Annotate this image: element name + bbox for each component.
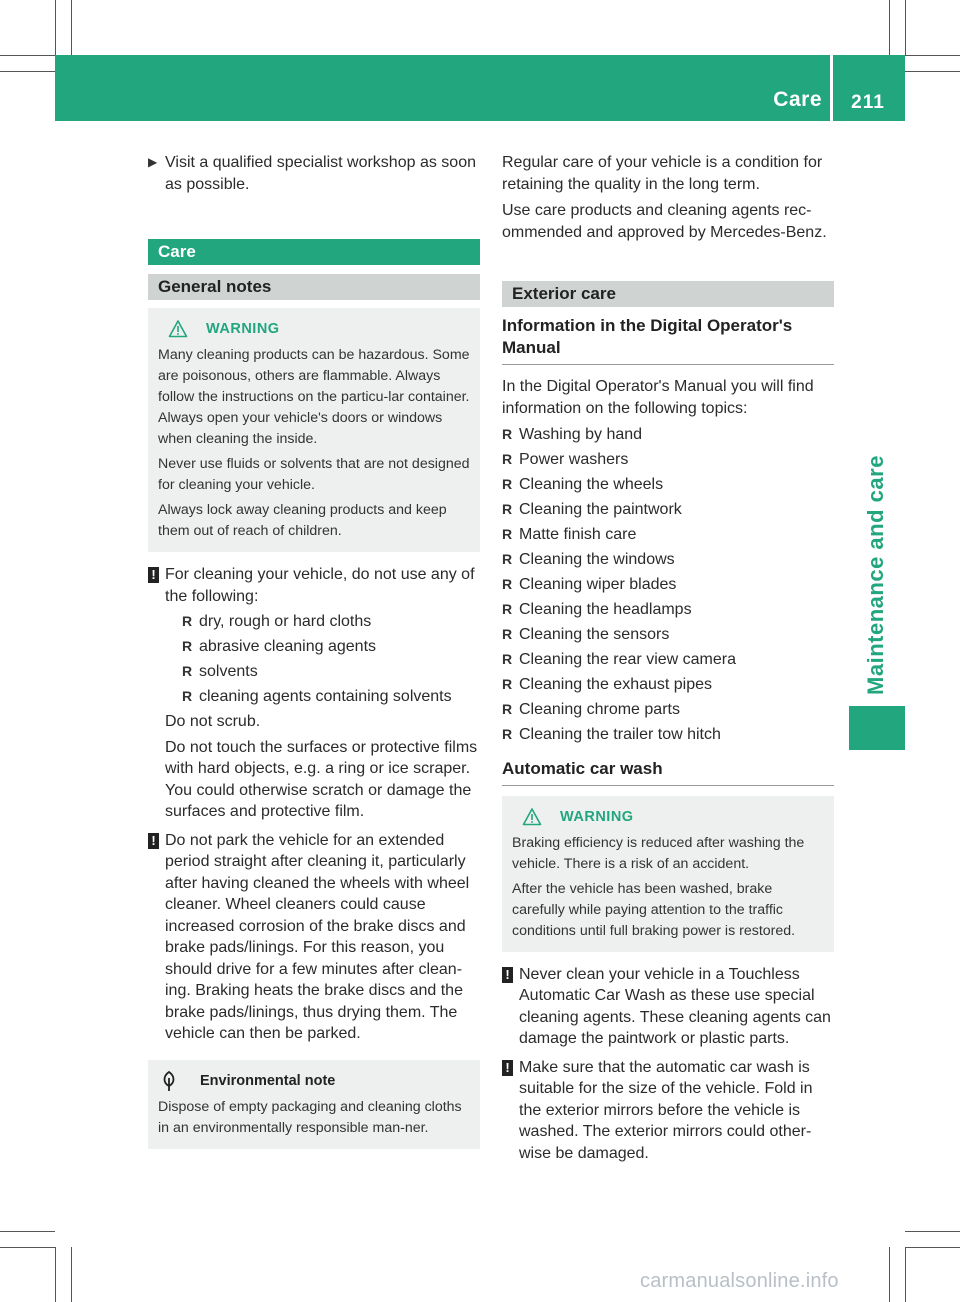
warning-text: Never use fluids or solvents that are not designed for cleaning your vehicle. — [158, 456, 470, 493]
watermark: carmanualsonline.info — [640, 1270, 839, 1292]
list-item — [182, 636, 480, 658]
warning-triangle-icon — [522, 807, 542, 827]
leaf-icon — [158, 1070, 180, 1092]
subsection-title-general-notes: General notes — [148, 274, 480, 300]
warning-text: Many cleaning products can be hazardous. Some are poisonous, others are flammable. Always follow the instructions on the particu-lar container. Always open your vehicle's doors or windows when cleaning the inside. — [158, 347, 470, 447]
bullet-icon: R — [502, 626, 513, 642]
note-text: Do not scrub. — [165, 713, 261, 730]
crop-mark — [55, 1247, 56, 1302]
list-item-text: Cleaning the trailer tow hitch — [519, 726, 721, 743]
bullet-icon: R — [502, 526, 513, 542]
paragraph: Regular care of your vehicle is a condition for retaining the quality in the long term. — [502, 154, 823, 193]
header-separator — [830, 55, 833, 121]
list-item — [502, 549, 834, 571]
note-text: For cleaning your vehicle, do not use any of the following: — [165, 566, 475, 605]
list-item-text: Power washers — [519, 451, 629, 468]
exclamation-icon: ! — [502, 967, 513, 983]
list-item-text: Cleaning the wheels — [519, 476, 664, 493]
side-tab-label: Maintenance and care — [863, 455, 888, 695]
list-item — [502, 524, 834, 546]
crop-mark — [71, 0, 72, 55]
bullet-icon: R — [182, 663, 193, 679]
list-item-text: Cleaning the rear view camera — [519, 651, 736, 668]
list-item-text: Matte finish care — [519, 526, 637, 543]
crop-mark — [889, 1247, 890, 1302]
crop-mark — [905, 1231, 960, 1232]
environmental-note-box — [148, 1060, 480, 1149]
list-item — [502, 574, 834, 596]
warning-box — [502, 796, 834, 952]
crop-mark — [0, 1231, 55, 1232]
action-item-text: Visit a qualified specialist workshop as soon as possible. — [165, 154, 476, 193]
exclamation-icon: ! — [148, 833, 159, 849]
crop-mark — [905, 1247, 906, 1302]
crop-mark — [71, 1247, 72, 1302]
environmental-note-label: Environmental note — [200, 1072, 336, 1089]
crop-mark — [905, 71, 960, 72]
warning-text: Braking efficiency is reduced after washing the vehicle. There is a risk of an accident. — [512, 834, 805, 872]
environmental-note-text: Dispose of empty packaging and cleaning cloths in an environmentally responsible man-ner. — [158, 1098, 462, 1136]
list-item-text: Cleaning chrome parts — [519, 701, 680, 718]
exclamation-icon: ! — [148, 567, 159, 583]
subsection-title-automatic-car-wash: Automatic car wash — [502, 758, 834, 786]
list-item — [502, 599, 834, 621]
crop-mark — [905, 55, 960, 56]
crop-mark — [0, 1247, 55, 1248]
side-tab-marker — [849, 706, 905, 750]
crop-mark — [55, 0, 56, 55]
bullet-icon: R — [502, 726, 513, 742]
warning-text: Always lock away cleaning products and keep them out of reach of children. — [158, 502, 447, 539]
list-item — [182, 686, 480, 708]
bullet-icon: R — [502, 651, 513, 667]
list-item — [502, 624, 834, 646]
paragraph: In the Digital Operator's Manual you will find information on the following topics: — [502, 378, 814, 417]
action-item — [148, 152, 480, 195]
warning-header — [158, 318, 470, 340]
arrow-icon: ▶ — [148, 155, 158, 169]
bullet-icon: R — [502, 601, 513, 617]
list-item-text: Cleaning the headlamps — [519, 601, 692, 618]
right-column — [502, 152, 834, 1164]
note-text: Never clean your vehicle in a Touchless Automatic Car Wash as these use special cleaning agents. These cleaning agents can damage the paintwork or plastic parts. — [519, 965, 831, 1047]
section-title-care: Care — [148, 239, 480, 265]
bullet-icon: R — [182, 638, 193, 654]
caution-note — [148, 564, 480, 823]
note-text: Do not touch the surfaces or protective films with hard objects, e.g. a ring or ice scraper. You could otherwise scratch or damage the surfaces and protective film. — [165, 738, 478, 820]
bullet-icon: R — [182, 688, 193, 704]
bullet-icon: R — [502, 701, 513, 717]
list-item — [502, 674, 834, 696]
bullet-icon: R — [502, 426, 513, 442]
warning-header — [512, 806, 824, 828]
list-item-text: Cleaning the sensors — [519, 626, 670, 643]
list-item-text: solvents — [199, 663, 258, 680]
list-item — [502, 424, 834, 446]
warning-label: WARNING — [560, 808, 634, 825]
list-item-text: cleaning agents containing solvents — [199, 688, 452, 705]
section-title-exterior-care: Exterior care — [502, 281, 834, 307]
list-item-text: Washing by hand — [519, 426, 643, 443]
list-item — [502, 474, 834, 496]
list-item — [502, 499, 834, 521]
bullet-list — [165, 611, 480, 708]
exclamation-icon: ! — [502, 1060, 513, 1076]
list-item-text: Cleaning the paintwork — [519, 501, 682, 518]
bullet-icon: R — [502, 451, 513, 467]
bullet-icon: R — [502, 501, 513, 517]
crop-mark — [889, 0, 890, 55]
crop-mark — [905, 1247, 960, 1248]
caution-note — [148, 830, 480, 1045]
subsection-title-digital-manual: Information in the Digital Operator's Manual — [502, 315, 834, 365]
header-section-title: Care — [773, 88, 822, 111]
list-item — [502, 649, 834, 671]
bullet-icon: R — [502, 551, 513, 567]
bullet-icon: R — [502, 576, 513, 592]
list-item-text: Cleaning the exhaust pipes — [519, 676, 713, 693]
list-item — [182, 611, 480, 633]
crop-mark — [0, 55, 55, 56]
bullet-icon: R — [502, 676, 513, 692]
crop-mark — [0, 71, 55, 72]
warning-triangle-icon — [168, 319, 188, 339]
list-item — [502, 724, 834, 746]
warning-label: WARNING — [206, 321, 280, 337]
crop-mark — [905, 0, 906, 55]
caution-note — [502, 964, 834, 1050]
paragraph: Use care products and cleaning agents rec-ommended and approved by Mercedes-Benz. — [502, 202, 827, 241]
list-item — [502, 449, 834, 471]
list-item-text: Cleaning wiper blades — [519, 576, 677, 593]
environmental-note-header — [158, 1070, 470, 1092]
bullet-icon: R — [502, 476, 513, 492]
list-item — [502, 699, 834, 721]
page-number: 211 — [851, 92, 885, 113]
left-column — [148, 152, 480, 1149]
list-item-text: abrasive cleaning agents — [199, 638, 377, 655]
list-item-text: Cleaning the windows — [519, 551, 675, 568]
list-item-text: dry, rough or hard cloths — [199, 613, 372, 630]
warning-box — [148, 308, 480, 552]
caution-note — [502, 1057, 834, 1165]
bullet-icon: R — [182, 613, 193, 629]
topic-list — [502, 424, 834, 746]
note-text: Make sure that the automatic car wash is suitable for the size of the vehicle. Fold in the exterior mirrors before the vehicle is washed. The exterior mirrors could other-wise be damaged. — [519, 1058, 813, 1162]
warning-text: After the vehicle has been washed, brake carefully while paying attention to the traffic conditions until full braking power is restored. — [512, 880, 796, 939]
note-text: Do not park the vehicle for an extended period straight after cleaning it, particularly after having cleaned the wheels with wheel cleaner. Wheel cleaners could cause increased corrosion of the brake discs and brake pads/linings. For this reason, you should drive for a few minutes after clean-ing. Braking heats the brake discs and the brake pads/linings, thus drying them. The vehicle can then be parked. — [165, 831, 470, 1042]
list-item — [182, 661, 480, 683]
